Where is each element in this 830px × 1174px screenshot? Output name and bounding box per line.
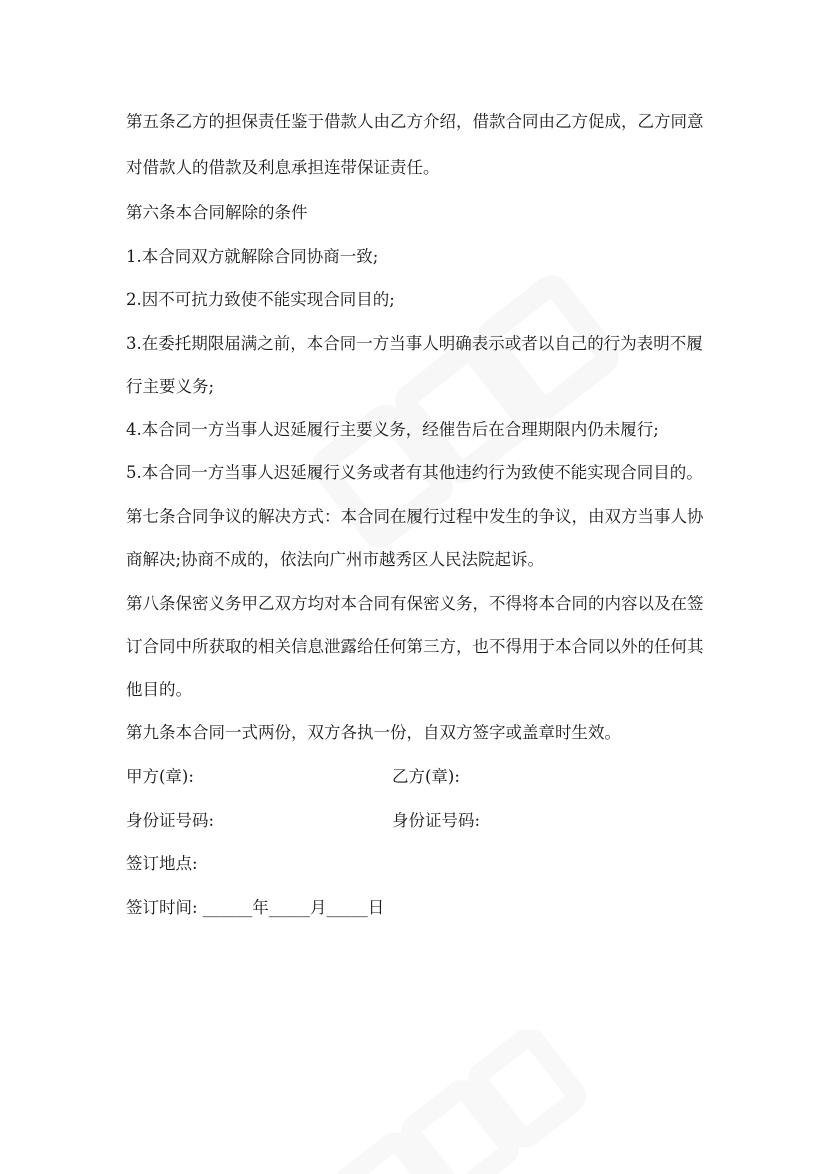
clause-8-line-3: 他目的。 — [126, 680, 192, 699]
clause-6-item-5: 5.本合同一方当事人迟延履行义务或者有其他违约行为致使不能实现合同目的。 — [126, 463, 703, 482]
clause-6-item-3-line-2: 行主要义务; — [126, 377, 215, 396]
party-a-seal-label: 甲方(章): — [126, 767, 194, 786]
clause-9: 第九条本合同一式两份，双方各执一份，自双方签字或盖章时生效。 — [126, 723, 621, 742]
signing-place-label: 签订地点: — [126, 854, 198, 873]
clause-7-line-1: 第七条合同争议的解决方式：本合同在履行过程中发生的争议，由双方当事人协 — [126, 507, 704, 526]
clause-5-line-2: 对借款人的借款及利息承担连带保证责任。 — [126, 158, 440, 177]
clause-6-heading: 第六条本合同解除的条件 — [126, 203, 308, 222]
clause-6-item-4: 4.本合同一方当事人迟延履行主要义务，经催告后在合理期限内仍未履行; — [126, 420, 659, 439]
clause-6-item-1: 1.本合同双方就解除合同协商一致; — [126, 247, 379, 266]
clause-8-line-2: 订合同中所获取的相关信息泄露给任何第三方，也不得用于本合同以外的任何其 — [126, 637, 704, 656]
watermark-logo-bottom — [330, 1030, 590, 1174]
party-b-id-label: 身份证号码: — [392, 811, 481, 830]
signing-time-label: 签订时间: ______年_____月_____日 — [126, 898, 385, 917]
party-a-id-label: 身份证号码: — [126, 811, 215, 830]
clause-7-line-2: 商解决;协商不成的，依法向广州市越秀区人民法院起诉。 — [126, 550, 545, 569]
clause-8-line-1: 第八条保密义务甲乙双方均对本合同有保密义务，不得将本合同的内容以及在签 — [126, 594, 704, 613]
clause-6-item-3-line-1: 3.在委托期限届满之前，本合同一方当事人明确表示或者以自己的行为表明不履 — [126, 334, 703, 353]
clause-6-item-2: 2.因不可抗力致使不能实现合同目的; — [126, 290, 395, 309]
party-b-seal-label: 乙方(章): — [392, 767, 460, 786]
clause-5-line-1: 第五条乙方的担保责任鉴于借款人由乙方介绍，借款合同由乙方促成，乙方同意 — [126, 112, 704, 131]
